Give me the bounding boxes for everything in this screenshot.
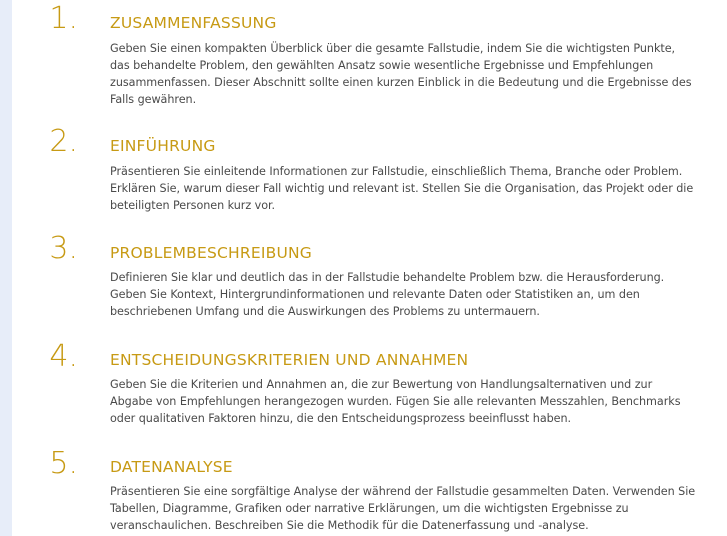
body-line: Geben Sie Kontext, Hintergrundinformationen und relevante Daten oder Statistiken an, um den bbox=[110, 288, 640, 301]
section-heading: ENTSCHEIDUNGSKRITERIEN UND ANNAHMEN bbox=[110, 351, 469, 369]
section-heading: DATENANALYSE bbox=[110, 458, 233, 476]
body-line: Tabellen, Diagramme, Grafiken oder narrative Erklärungen, um die wichtigsten Ergebnisse zu bbox=[110, 502, 629, 515]
section-heading: ZUSAMMENFASSUNG bbox=[110, 14, 277, 32]
section-body bbox=[110, 40, 727, 108]
body-line: oder qualitativen Faktoren hinzu, die den Entscheidungsprozess beeinflusst haben. bbox=[110, 412, 572, 425]
body-line: beteiligten Personen kurz vor. bbox=[110, 199, 276, 212]
section-heading: EINFÜHRUNG bbox=[110, 137, 216, 155]
section-number: 2. bbox=[49, 124, 78, 159]
section-number: 1. bbox=[49, 1, 78, 36]
body-line: Falls gewähren. bbox=[110, 93, 197, 106]
section-body bbox=[110, 269, 727, 320]
body-line: Präsentieren Sie eine sorgfältige Analyse der während der Fallstudie gesammelten Daten. Verwenden Sie bbox=[110, 485, 696, 498]
body-line: Definieren Sie klar und deutlich das in der Fallstudie behandelte Problem bzw. die Herausforderung. bbox=[110, 271, 665, 284]
body-line: Geben Sie einen kompakten Überblick über die gesamte Fallstudie, indem Sie die wichtigsten Punkte, bbox=[110, 42, 676, 55]
body-line: beschriebenen Umfang und die Auswirkungen des Problems zu untermauern. bbox=[110, 305, 540, 318]
body-line: veranschaulichen. Beschreiben Sie die Methodik für die Datenerfassung und -analyse. bbox=[110, 519, 589, 532]
body-line: Abgabe von Empfehlungen herangezogen wurden. Fügen Sie alle relevanten Messzahlen, Benchmarks bbox=[110, 395, 681, 408]
section-body bbox=[110, 376, 727, 427]
section-heading: PROBLEMBESCHREIBUNG bbox=[110, 244, 313, 262]
section-number: 4. bbox=[49, 339, 78, 374]
section-body bbox=[110, 163, 727, 214]
body-line: Geben Sie die Kriterien und Annahmen an, die zur Bewertung von Handlungsalternativen und zur bbox=[110, 378, 653, 391]
section-number: 5. bbox=[49, 446, 78, 481]
body-line: Präsentieren Sie einleitende Informationen zur Fallstudie, einschließlich Thema, Branche oder Problem. bbox=[110, 165, 683, 178]
body-line: das behandelte Problem, den gewählten Ansatz sowie wesentliche Ergebnisse und Empfehlungen bbox=[110, 59, 654, 72]
body-line: zusammenfassen. Dieser Abschnitt sollte einen kurzen Einblick in die Bedeutung und die Ergebnisse des bbox=[110, 76, 692, 89]
body-line: Erklären Sie, warum dieser Fall wichtig und relevant ist. Stellen Sie die Organisation, das Projekt oder die bbox=[110, 182, 694, 195]
section-body bbox=[110, 483, 727, 534]
section-number: 3. bbox=[49, 231, 78, 266]
